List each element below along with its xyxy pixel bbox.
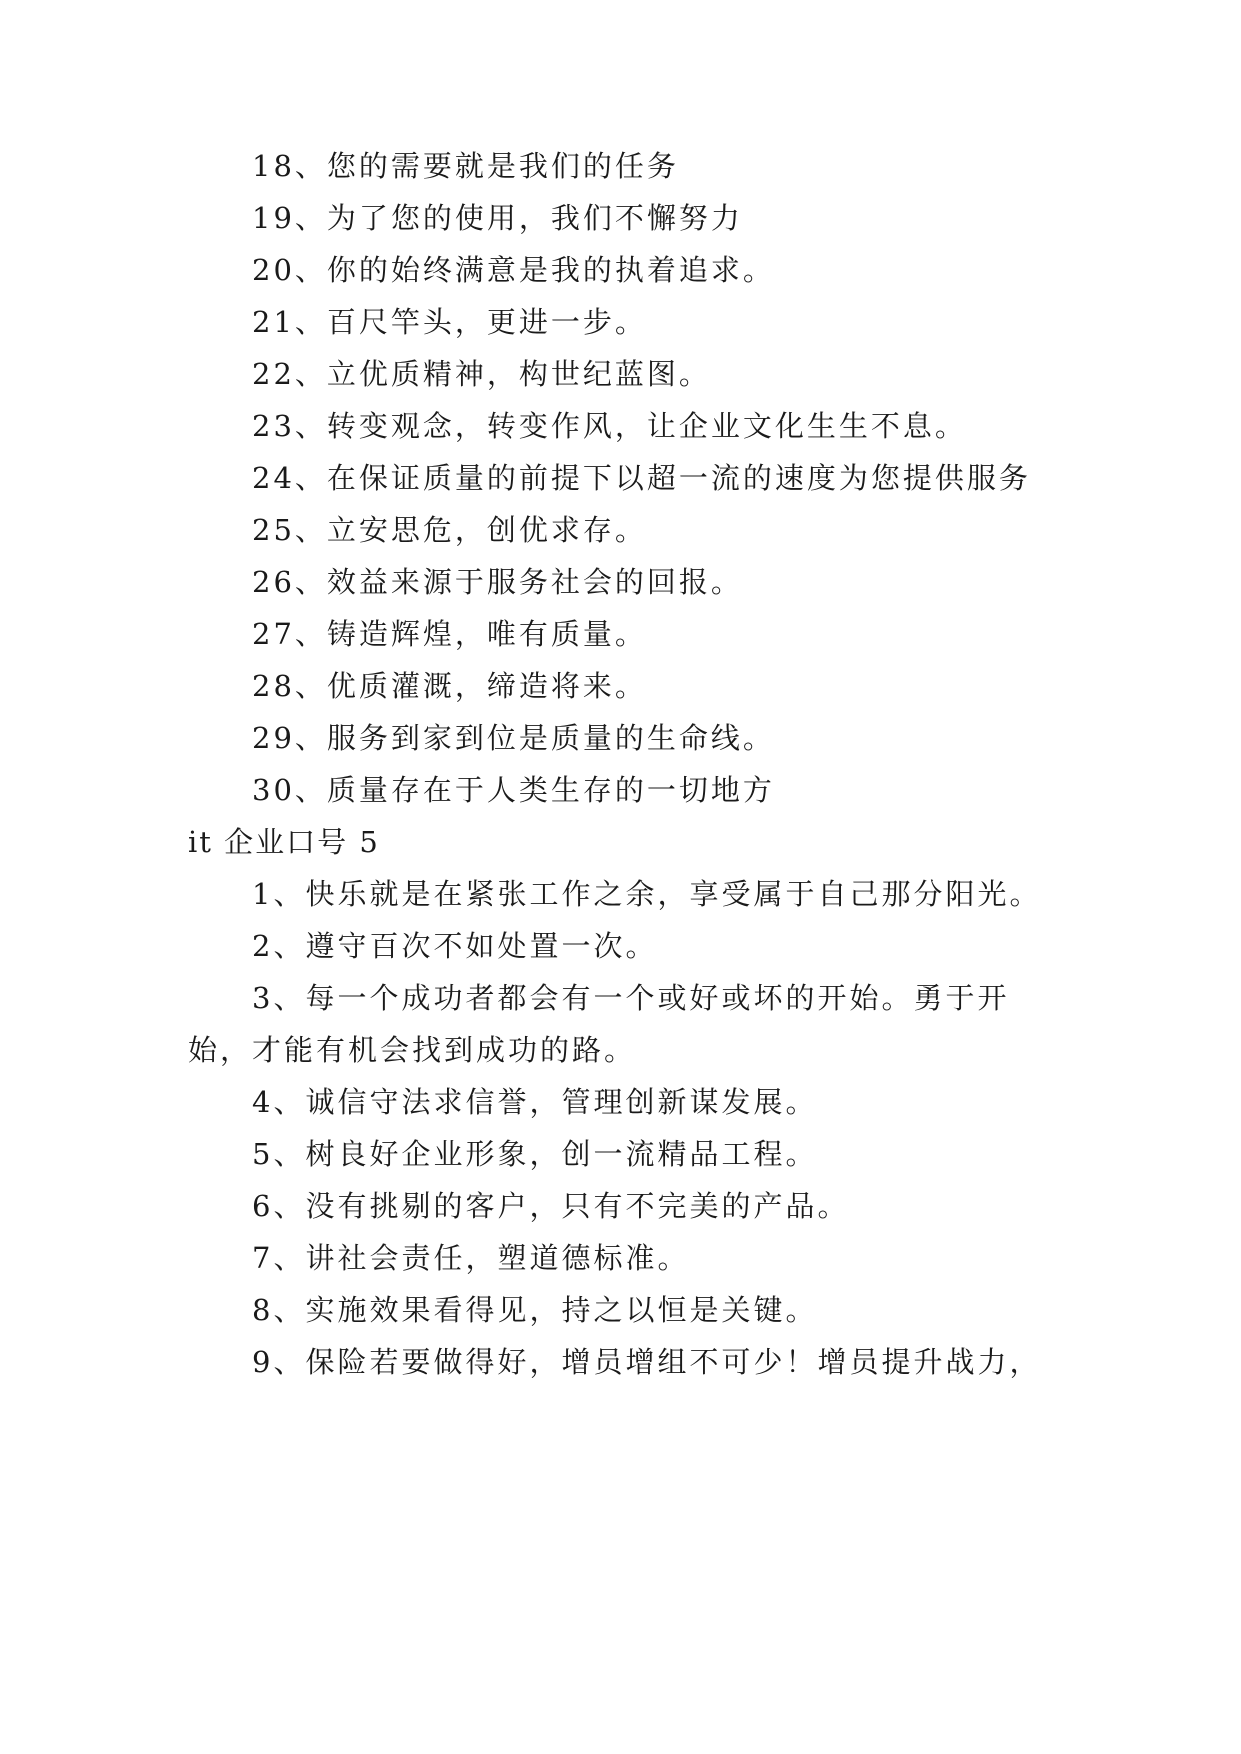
list-item: 25、立安思危，创优求存。 [252,513,647,547]
list-item: 1、快乐就是在紧张工作之余，享受属于自己那分阳光。 [252,877,1042,911]
list-item: 26、效益来源于服务社会的回报。 [252,565,743,599]
list-item: 27、铸造辉煌，唯有质量。 [252,617,647,651]
list-item: 8、实施效果看得见，持之以恒是关键。 [252,1293,818,1327]
list-item: 2、遵守百次不如处置一次。 [252,929,658,963]
list-item: 4、诚信守法求信誉，管理创新谋发展。 [252,1085,818,1119]
list-item: 22、立优质精神，构世纪蓝图。 [252,357,711,391]
list-item: 5、树良好企业形象，创一流精品工程。 [252,1137,818,1171]
section-heading: it 企业口号 5 [188,825,380,859]
list-item: 28、优质灌溉，缔造将来。 [252,669,647,703]
list-item: 9、保险若要做得好，增员增组不可少！增员提升战力， [252,1345,1042,1379]
list-item: 18、您的需要就是我们的任务 [252,149,679,183]
list-item: 3、每一个成功者都会有一个或好或坏的开始。勇于开 [252,981,1010,1015]
list-item-continuation: 始，才能有机会找到成功的路。 [188,1033,637,1067]
list-item: 21、百尺竿头，更进一步。 [252,305,647,339]
list-item: 19、为了您的使用，我们不懈努力 [252,201,743,235]
list-item: 6、没有挑剔的客户，只有不完美的产品。 [252,1189,850,1223]
list-item: 24、在保证质量的前提下以超一流的速度为您提供服务 [252,461,1031,495]
list-item: 20、你的始终满意是我的执着追求。 [252,253,775,287]
list-item: 29、服务到家到位是质量的生命线。 [252,721,775,755]
list-item: 30、质量存在于人类生存的一切地方 [252,773,775,807]
list-item: 23、转变观念，转变作风，让企业文化生生不息。 [252,409,967,443]
list-item: 7、讲社会责任，塑道德标准。 [252,1241,690,1275]
